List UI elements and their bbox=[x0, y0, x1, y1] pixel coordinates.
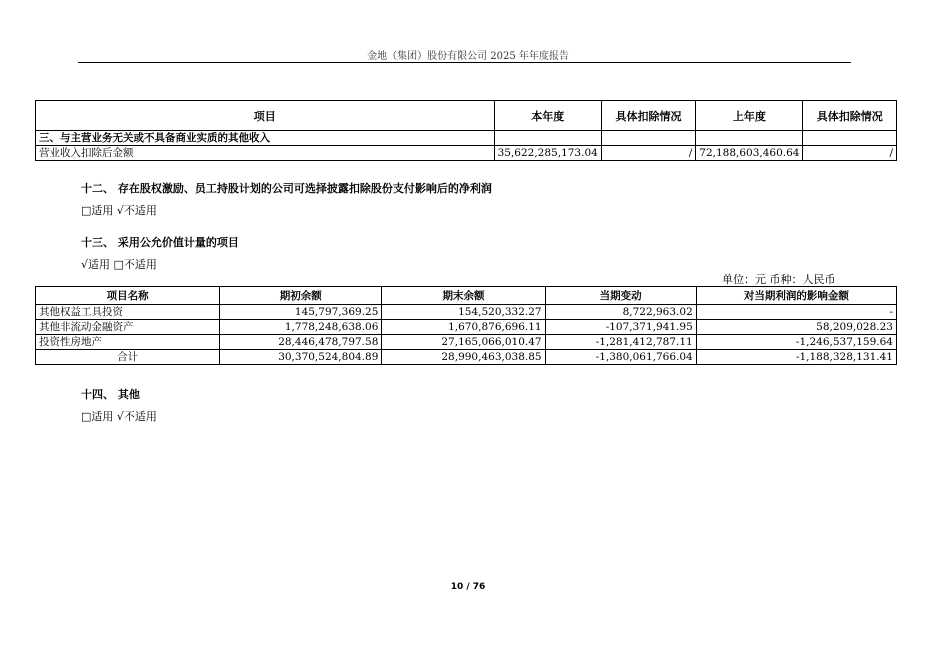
table-cell bbox=[601, 131, 695, 146]
table-row bbox=[36, 146, 897, 161]
table-cell: 1,670,876,696.11 bbox=[382, 320, 545, 335]
col-header-deduction-prior: 具体扣除情况 bbox=[803, 101, 897, 131]
table-cell: 1,778,248,638.06 bbox=[220, 320, 382, 335]
table-cell: 35,622,285,173.04 bbox=[494, 146, 601, 161]
table-cell: 154,520,332.27 bbox=[382, 305, 545, 320]
table-total-row bbox=[36, 350, 897, 365]
table-cell: -107,371,941.95 bbox=[545, 320, 696, 335]
table-cell: 投资性房地产 bbox=[36, 335, 220, 350]
table-cell: 28,446,478,797.58 bbox=[220, 335, 382, 350]
table-row bbox=[36, 305, 897, 320]
table-row bbox=[36, 320, 897, 335]
col-header-opening-balance: 期初余额 bbox=[220, 287, 382, 305]
table-header-row bbox=[36, 287, 897, 305]
section-12-title: 十二、 存在股权激励、员工持股计划的公司可选择披露扣除股份支付影响后的净利润 bbox=[81, 182, 492, 195]
col-header-item: 项目 bbox=[36, 101, 495, 131]
table-cell: / bbox=[601, 146, 695, 161]
fair-value-table bbox=[35, 286, 897, 365]
section-14-choice: □适用 √不适用 bbox=[81, 410, 157, 423]
col-header-current-year: 本年度 bbox=[494, 101, 601, 131]
table-cell: 27,165,066,010.47 bbox=[382, 335, 545, 350]
table-cell: / bbox=[803, 146, 897, 161]
page-number: 10 / 76 bbox=[450, 582, 486, 592]
table-row bbox=[36, 335, 897, 350]
col-header-prior-year: 上年度 bbox=[696, 101, 803, 131]
page-header-title: 金地（集团）股份有限公司 2025 年年度报告 bbox=[367, 51, 569, 62]
table-cell: 其他权益工具投资 bbox=[36, 305, 220, 320]
table-cell: 8,722,963.02 bbox=[545, 305, 696, 320]
table-cell: -1,380,061,766.04 bbox=[545, 350, 696, 365]
table-cell: -1,188,328,131.41 bbox=[696, 350, 896, 365]
table-cell: 145,797,369.25 bbox=[220, 305, 382, 320]
section-12-choice: □适用 √不适用 bbox=[81, 204, 157, 217]
col-header-period-change: 当期变动 bbox=[545, 287, 696, 305]
col-header-profit-impact: 对当期利润的影响金额 bbox=[696, 287, 896, 305]
table-header-row bbox=[36, 101, 897, 131]
col-header-item-name: 项目名称 bbox=[36, 287, 220, 305]
col-header-deduction-current: 具体扣除情况 bbox=[601, 101, 695, 131]
table-cell: 其他非流动金融资产 bbox=[36, 320, 220, 335]
table-cell: -1,281,412,787.11 bbox=[545, 335, 696, 350]
table-row bbox=[36, 131, 897, 146]
section-13-title: 十三、 采用公允价值计量的项目 bbox=[81, 236, 239, 249]
table-cell: 三、与主营业务无关或不具备商业实质的其他收入 bbox=[36, 131, 495, 146]
table-cell: 58,209,028.23 bbox=[696, 320, 896, 335]
unit-currency-note: 单位：元 币种：人民币 bbox=[722, 273, 836, 286]
table-cell: 合计 bbox=[36, 350, 220, 365]
section-14-title: 十四、 其他 bbox=[81, 388, 140, 401]
header-rule bbox=[78, 62, 851, 63]
table-cell: 30,370,524,804.89 bbox=[220, 350, 382, 365]
table-cell bbox=[494, 131, 601, 146]
table-cell: - bbox=[696, 305, 896, 320]
deduction-table bbox=[35, 100, 897, 161]
section-13-choice: √适用 □不适用 bbox=[81, 258, 157, 271]
table-cell bbox=[803, 131, 897, 146]
table-cell: 营业收入扣除后金额 bbox=[36, 146, 495, 161]
table-cell bbox=[696, 131, 803, 146]
col-header-closing-balance: 期末余额 bbox=[382, 287, 545, 305]
table-cell: 72,188,603,460.64 bbox=[696, 146, 803, 161]
table-cell: 28,990,463,038.85 bbox=[382, 350, 545, 365]
table-cell: -1,246,537,159.64 bbox=[696, 335, 896, 350]
